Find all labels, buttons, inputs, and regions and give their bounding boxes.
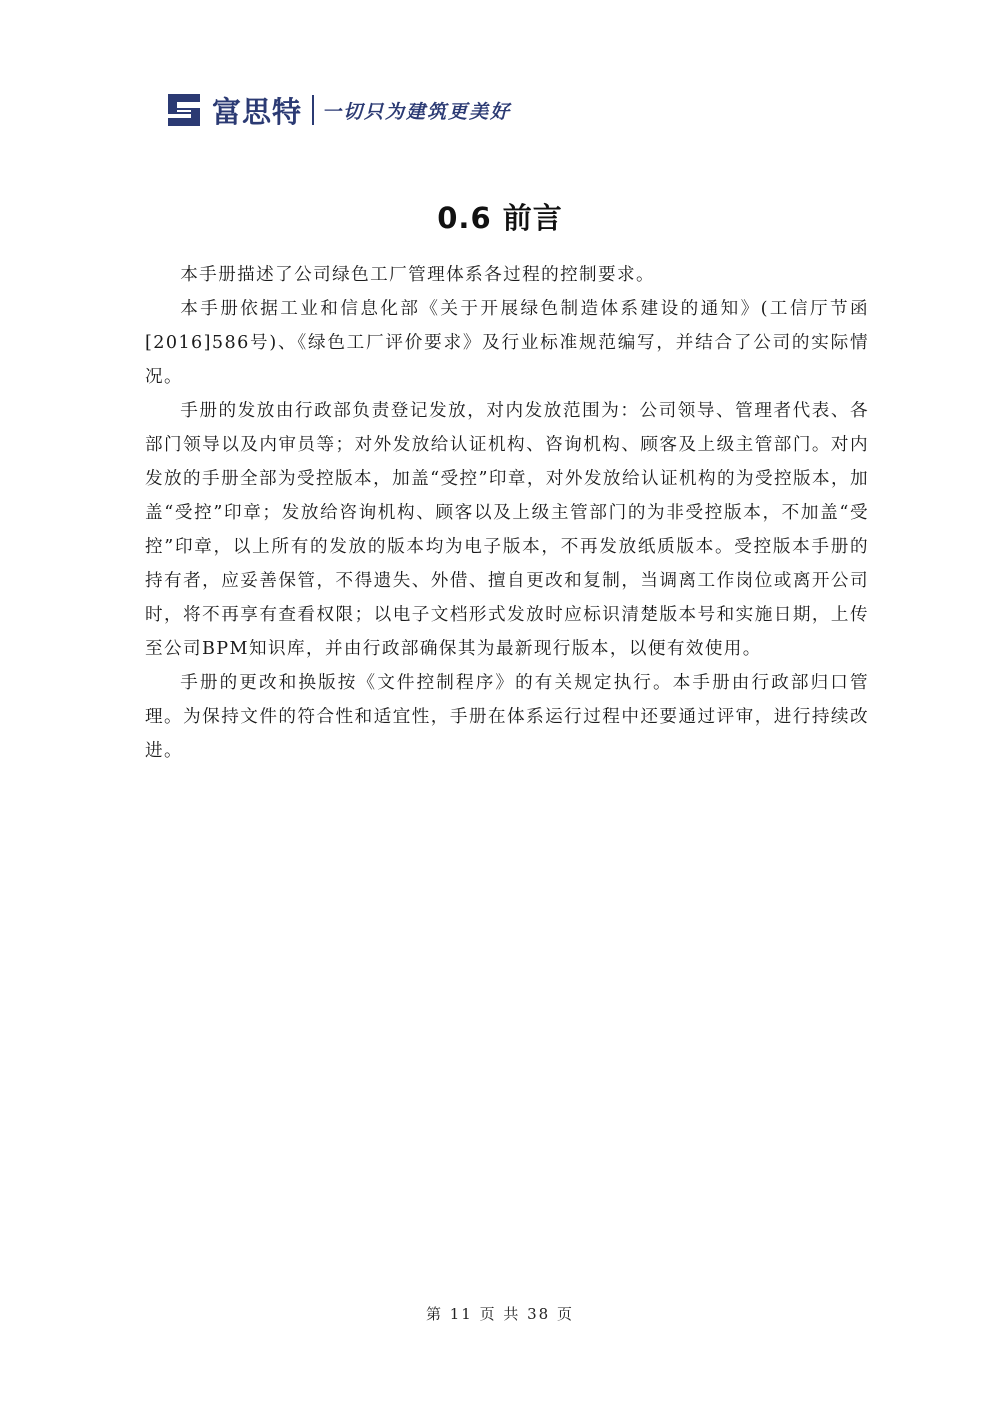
paragraph-basis: 本手册依据工业和信息化部《关于开展绿色制造体系建设的通知》(工信厅节函[2016]586号)、《绿色工厂评价要求》及行业标准规范编写，并结合了公司的实际情况。 [145, 299, 869, 387]
paragraph-distribution: 手册的发放由行政部负责登记发放，对内发放范围为：公司领导、管理者代表、各部门领导以及内审员等；对外发放给认证机构、咨询机构、顾客及上级主管部门。对内发放的手册全部为受控版本，加盖“受控”印章，对外发放给认证机构的为受控版本，加盖“受控”印章；发放给咨询机构、顾客以及上级主管部门的为非受控版本，不加盖“受控”印章，以上所有的发放的版本均为电子版本，不再发放纸质版本。受控版本手册的持有者，应妥善保管，不得遗失、外借、擅自更改和复制，当调离工作岗位或离开公司时，将不再享有查看权限；以电子文档形式发放时应标识清楚版本号和实施日期，上传至公司BPM知识库，并由行政部确保其为最新现行版本，以便有效使用。 [145, 401, 869, 659]
header [164, 88, 511, 132]
brand-slogan: 一切只为建筑更美好 [322, 100, 512, 123]
brand-name: 富思特 [212, 94, 303, 129]
fst-logo-icon [164, 90, 204, 130]
section-title: 0.6 前言 [437, 201, 563, 235]
document-body [145, 258, 869, 768]
paragraph-scope: 本手册描述了公司绿色工厂管理体系各过程的控制要求。 [180, 265, 656, 285]
paragraph-revision: 手册的更改和换版按《文件控制程序》的有关规定执行。本手册由行政部归口管理。为保持文件的符合性和适宜性，手册在体系运行过程中还要通过评审，进行持续改进。 [145, 673, 869, 761]
page-number: 第 11 页 共 38 页 [425, 1305, 574, 1323]
brand-divider [312, 95, 314, 125]
